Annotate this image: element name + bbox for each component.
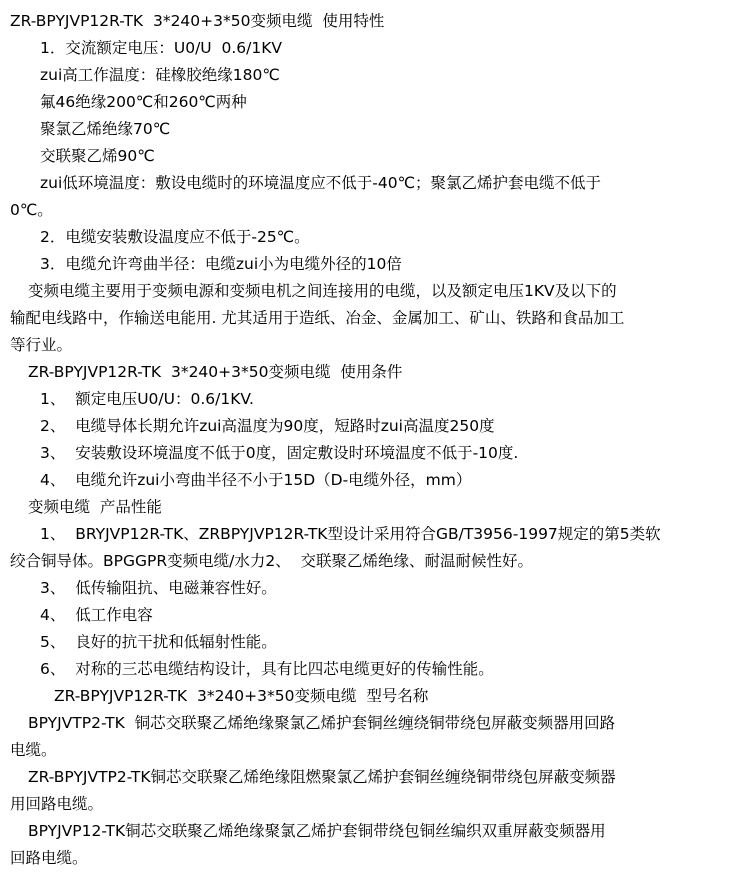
- text-line: 3、 安装敷设环境温度不低于0度，固定敷设时环境温度不低于-10度.: [40, 444, 519, 462]
- text-line: 变频电缆 产品性能: [28, 498, 162, 516]
- text-line: 绞合铜导体。BPGGPR变频电缆/水力2、 交联聚乙烯绝缘、耐温耐候性好。: [10, 552, 534, 570]
- text-line: 0℃。: [10, 201, 53, 219]
- text-line: 1、 额定电压U0/U：0.6/1KV.: [40, 390, 254, 408]
- text-line: 2．电缆安装敷设温度应不低于-25℃。: [40, 228, 310, 246]
- text-line: 3．电缆允许弯曲半径：电缆zui小为电缆外径的10倍: [40, 255, 402, 273]
- text-line: BPYJVTP2-TK 铜芯交联聚乙烯绝缘聚氯乙烯护套铜丝缠绕铜带绕包屏蔽变频器用回路: [28, 714, 616, 732]
- text-line: ZR-BPYJVTP2-TK铜芯交联聚乙烯绝缘阻燃聚氯乙烯护套铜丝缠绕铜带绕包屏蔽变频器: [28, 768, 616, 786]
- text-line: 6、 对称的三芯电缆结构设计，具有比四芯电缆更好的传输性能。: [40, 660, 494, 678]
- text-line: 回路电缆。: [10, 849, 88, 867]
- text-line: 4、 低工作电容: [40, 606, 153, 624]
- text-line: 变频电缆主要用于变频电源和变频电机之间连接用的电缆，以及额定电压1KV及以下的: [28, 282, 617, 300]
- text-line: 1．交流额定电压：U0/U 0.6/1KV: [40, 39, 282, 57]
- text-line: 输配电线路中，作输送电能用. 尤其适用于造纸、冶金、金属加工、矿山、铁路和食品加工: [10, 309, 625, 327]
- text-line: ZR-BPYJVP12R-TK 3*240+3*50变频电缆 型号名称: [54, 687, 429, 705]
- text-line: 用回路电缆。: [10, 795, 104, 813]
- text-line: 交联聚乙烯90℃: [40, 147, 155, 165]
- text-line: 等行业。: [10, 336, 73, 354]
- text-line: 电缆。: [10, 741, 57, 759]
- text-line: 氟46绝缘200℃和260℃两种: [40, 93, 247, 111]
- text-line: 3、 低传输阻抗、电磁兼容性好。: [40, 579, 277, 597]
- text-line: 2、 电缆导体长期允许zui高温度为90度，短路时zui高温度250度: [40, 417, 495, 435]
- text-line: BPYJVP12-TK铜芯交联聚乙烯绝缘聚氯乙烯护套铜带绕包铜丝编织双重屏蔽变频器用: [28, 822, 606, 840]
- text-line: ZR-BPYJVP12R-TK 3*240+3*50变频电缆 使用条件: [28, 363, 403, 381]
- text-line: 5、 良好的抗干扰和低辐射性能。: [40, 633, 277, 651]
- text-line: ZR-BPYJVP12R-TK 3*240+3*50变频电缆 使用特性: [10, 12, 385, 30]
- text-line: 4、 电缆允许zui小弯曲半径不小于15D（D-电缆外径，mm）: [40, 471, 472, 489]
- text-line: zui高工作温度：硅橡胶绝缘180℃: [40, 66, 280, 84]
- text-line: 1、 BRYJVP12R-TK、ZRBPYJVP12R-TK型设计采用符合GB/T3956-1997规定的第5类软: [40, 525, 661, 543]
- text-line: zui低环境温度：敷设电缆时的环境温度应不低于-40℃；聚氯乙烯护套电缆不低于: [40, 174, 601, 192]
- text-line: 聚氯乙烯绝缘70℃: [40, 120, 171, 138]
